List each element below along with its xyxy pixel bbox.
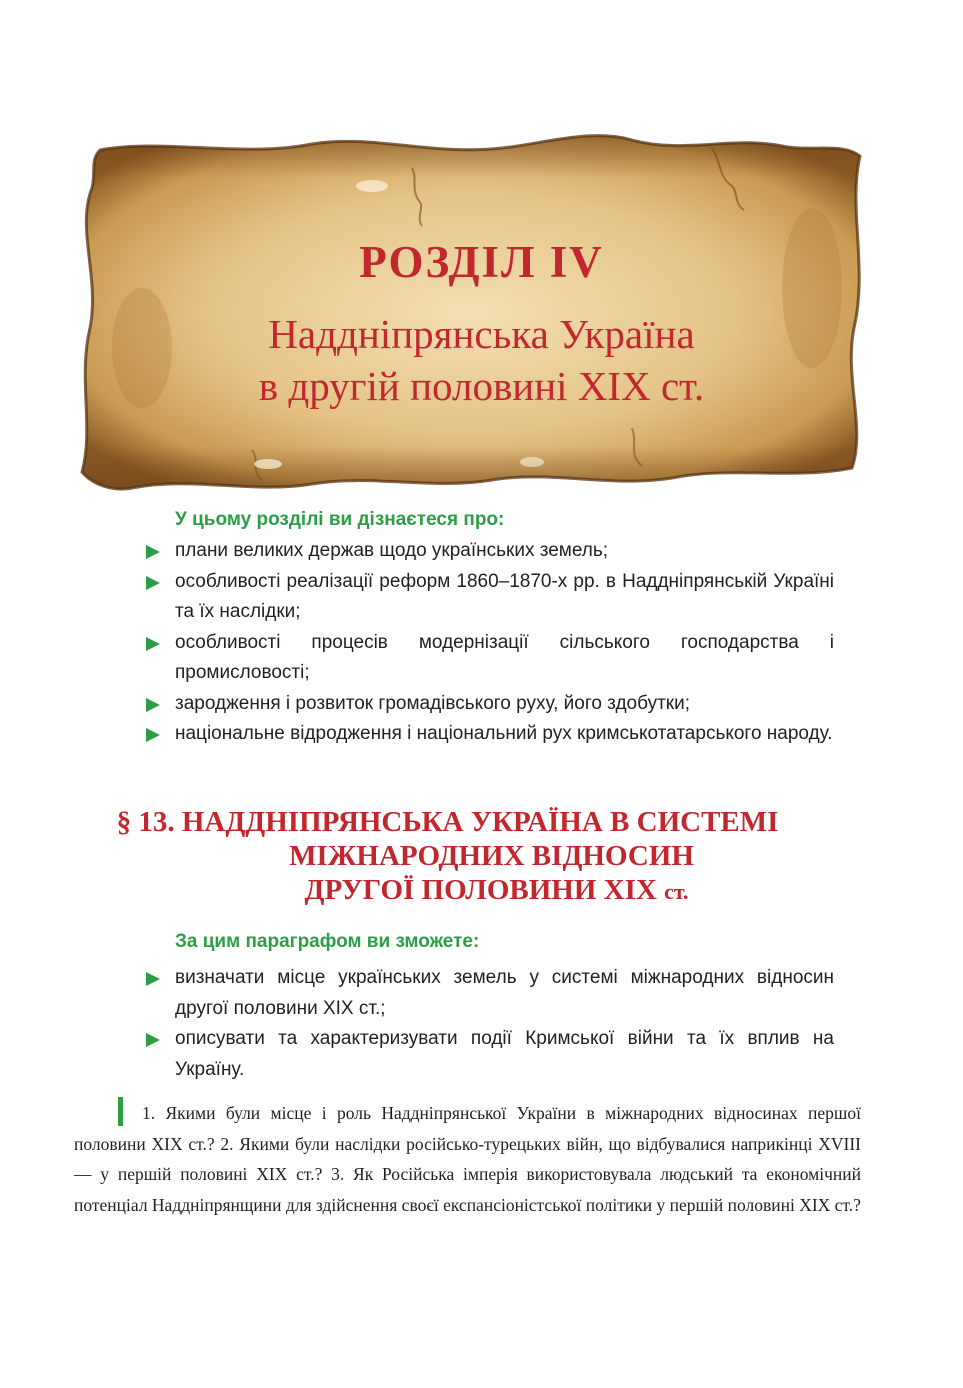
chapter-title [0,308,963,412]
arrow-bullet-icon [146,545,160,559]
arrow-bullet-icon [146,637,160,651]
chapter-label: РОЗДІЛ IV [359,237,604,287]
list-item: зародження і розвиток громадівського руху, його здобутки; [144,689,834,720]
chapter-intro-list [144,536,834,750]
list-item: плани великих держав щодо українських земель; [144,536,834,567]
arrow-bullet-icon [146,972,160,986]
section-goals-list [144,963,834,1085]
section-title-line-1: § 13. НАДДНІПРЯНСЬКА УКРАЇНА В СИСТЕМІ [116,806,779,838]
chapter-title-line-2: в другій половині XIX ст. [258,363,705,409]
list-item: описувати та характеризувати події Кримської війни та їх вплив на Україну. [144,1024,834,1085]
review-questions: 1. Якими були місце і роль Наддніпрянської України в міжнародних відносинах першої половини XIX ст.? 2. Якими були наслідки російсько-турецьких війн, що відбувалися наприкінці XVIII — у першій половині XIX ст.? 3. Як Російська імперія використовувала людський та економічний потенціал Наддніпрянщини для здійснення своєї експансіоністської політики у першій половині XIX ст.? [74,1103,861,1215]
arrow-bullet-icon [146,576,160,590]
section-title-line-2: МІЖНАРОДНИХ ВІДНОСИН [289,840,694,872]
section-title-line-3: ДРУГОЇ ПОЛОВИНИ XIX ст. [304,874,689,906]
list-item: національне відродження і національний рух кримськотатарського народу. [144,719,834,750]
section-title [0,805,963,909]
list-item: особливості реалізації реформ 1860–1870-х рр. в Наддніпрянській Україні та їх наслідки; [144,567,834,628]
chapter-title-line-1: Наддніпрянська Україна [268,311,695,357]
chapter-intro-heading: У цьому розділі ви дізнаєтеся про: [175,509,505,530]
arrow-bullet-icon [146,698,160,712]
arrow-bullet-icon [146,1033,160,1047]
list-item: особливості процесів модернізації сільського господарства і промисловості; [144,628,834,689]
list-item: визначати місце українських земель у системі міжнародних відносин другої половини XIX ст.; [144,963,834,1024]
section-goals-heading: За цим параграфом ви зможете: [175,931,480,952]
arrow-bullet-icon [146,728,160,742]
